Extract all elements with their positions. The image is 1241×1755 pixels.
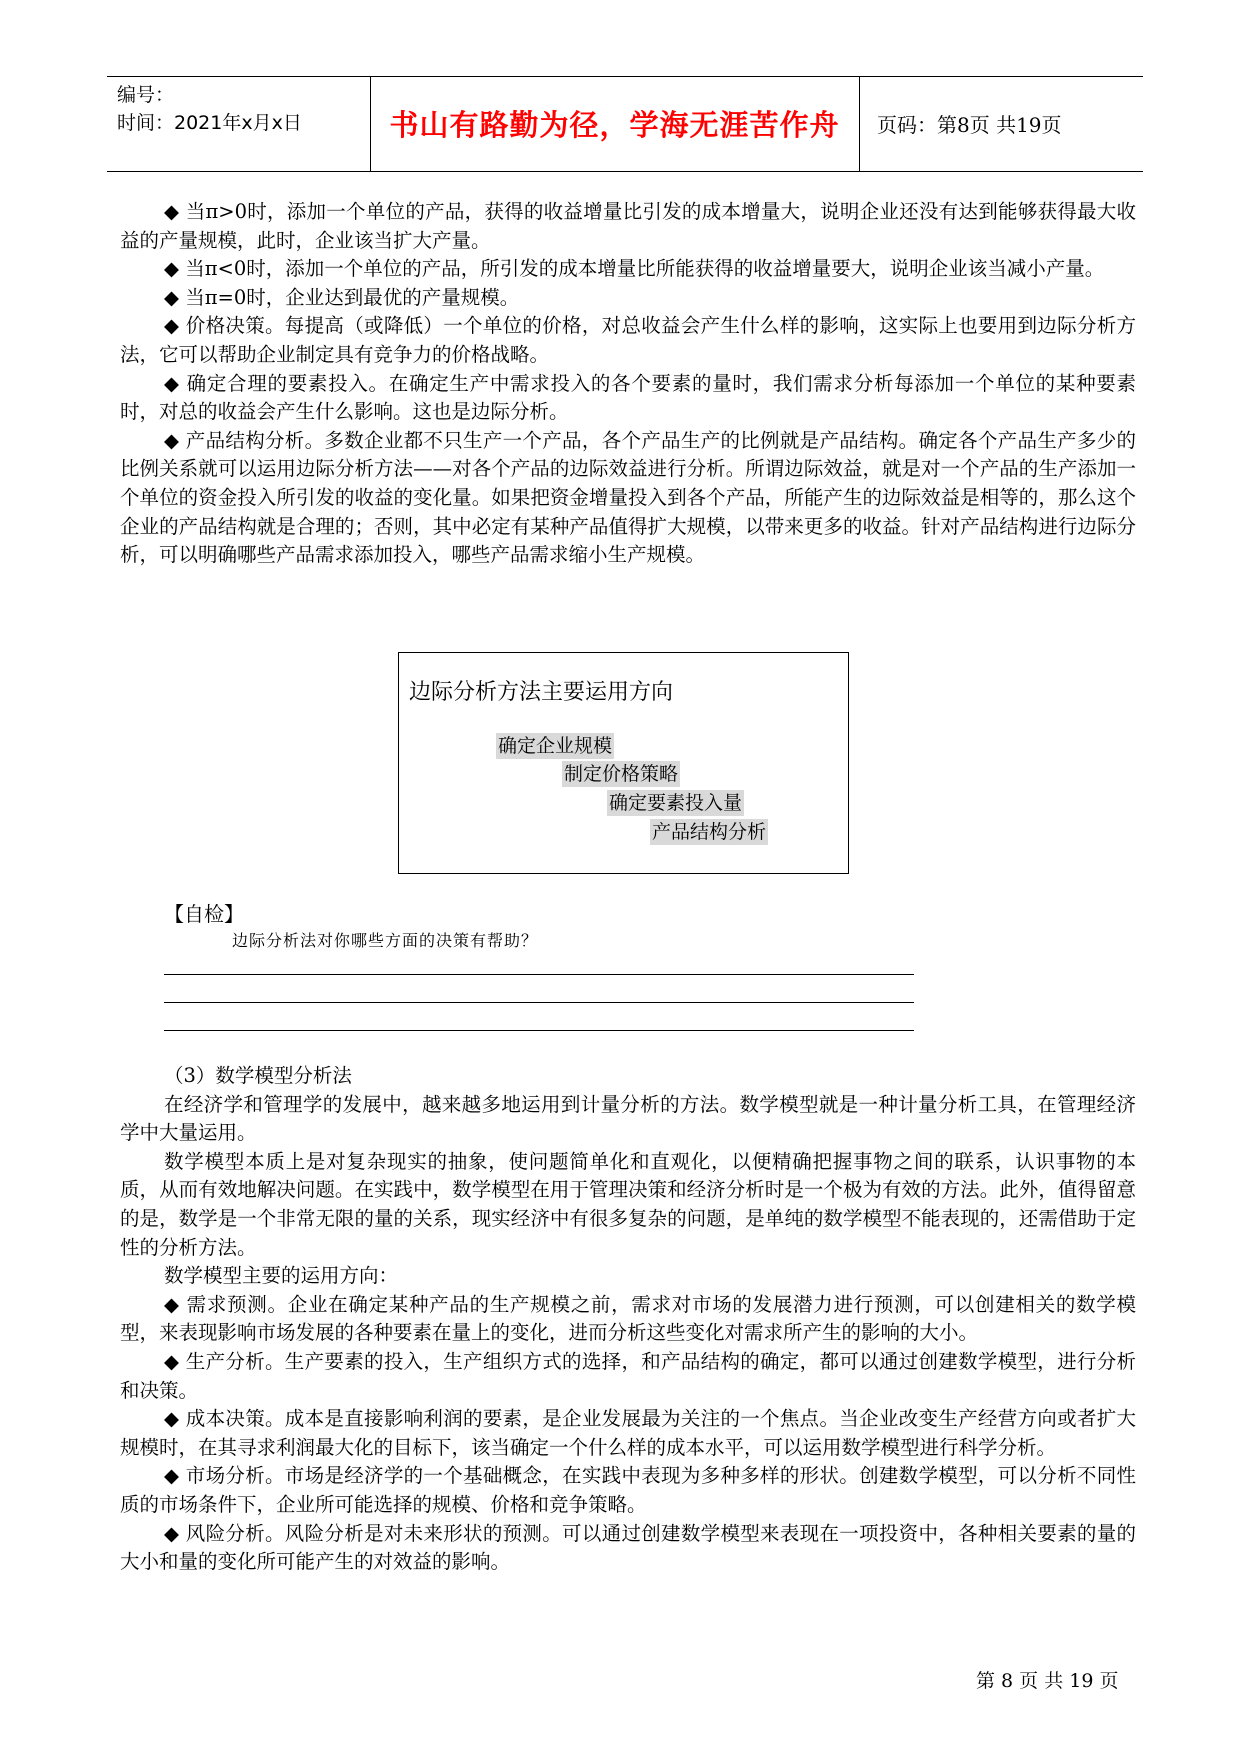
- answer-line: [164, 974, 914, 975]
- answer-line: [164, 1002, 914, 1003]
- diagram-title: 边际分析方法主要运用方向: [409, 680, 674, 705]
- page-header: [107, 76, 1143, 172]
- self-check-question: 边际分析法对你哪些方面的决策有帮助？: [232, 931, 539, 950]
- paragraph: ◆ 当π<0时，添加一个单位的产品，所引发的成本增量比所能获得的收益增量要大，说明企业该当减小产量。: [164, 257, 1105, 281]
- diagram-item: 制定价格策略: [564, 763, 679, 785]
- paragraph: ◆ 成本决策。成本是直接影响利润的要素，是企业发展最为关注的一个焦点。当企业改变生产经营方向或者扩大规模时，在其寻求利润最大化的目标下，该当确定一个什么样的成本水平，可以运用数学模型进行科学分析。: [120, 1407, 1136, 1459]
- paragraph: ◆ 市场分析。市场是经济学的一个基础概念，在实践中表现为多种多样的形状。创建数学模型，可以分析不同性质的市场条件下，企业所可能选择的规模、价格和竞争策略。: [120, 1464, 1136, 1516]
- paragraph: ◆ 价格决策。每提高（或降低）一个单位的价格，对总收益会产生什么样的影响，这实际上也要用到边际分析方法，它可以帮助企业制定具有竞争力的价格战略。: [120, 314, 1136, 366]
- header-page-info: 页码：第8页 共19页: [877, 113, 1062, 137]
- paragraph: ◆ 当π=0时，企业达到最优的产量规模。: [164, 285, 520, 309]
- body-section-2: [120, 1062, 1136, 1577]
- paragraph: 数学模型本质上是对复杂现实的抽象，使问题简单化和直观化，以便精确把握事物之间的联系，认识事物的本质，从而有效地解决问题。在实践中，数学模型在用于管理决策和经济分析时是一个极为有效的方法。此外，值得留意的是，数学是一个非常无限的量的关系，现实经济中有很多复杂的问题，是单纯的数学模型不能表现的，还需借助于定性的分析方法。: [120, 1149, 1136, 1259]
- paragraph: ◆ 需求预测。企业在确定某种产品的生产规模之前，需求对市场的发展潜力进行预测，可以创建相关的数学模型，来表现影响市场发展的各种要素在量上的变化，进而分析这些变化对需求所产生的影响的大小。: [120, 1292, 1136, 1345]
- diagram-item: 产品结构分析: [652, 821, 767, 843]
- section-heading: （3）数学模型分析法: [164, 1064, 352, 1087]
- marginal-analysis-diagram: [398, 652, 849, 874]
- paragraph: ◆ 确定合理的要素投入。在确定生产中需求投入的各个要素的量时，我们需求分析每添加一个单位的某种要素时，对总的收益会产生什么影响。这也是边际分析。: [120, 371, 1136, 424]
- answer-line: [164, 1030, 914, 1031]
- header-divider: [859, 77, 860, 171]
- number-label: 编号：: [117, 84, 175, 106]
- paragraph: ◆ 风险分析。风险分析是对未来形状的预测。可以通过创建数学模型来表现在一项投资中，各种相关要素的量的大小和量的变化所可能产生的对效益的影响。: [120, 1521, 1136, 1574]
- header-motto: 书山有路勤为径，学海无涯苦作舟: [389, 108, 840, 142]
- paragraph: ◆ 生产分析。生产要素的投入，生产组织方式的选择，和产品结构的确定，都可以通过创建数学模型，进行分析和决策。: [120, 1349, 1136, 1402]
- self-check-title: 【自检】: [164, 902, 244, 926]
- diagram-item: 确定企业规模: [498, 735, 613, 757]
- header-meta: [117, 81, 302, 137]
- paragraph: ◆ 当π>0时，添加一个单位的产品，获得的收益增量比引发的成本增量大，说明企业还没有达到能够获得最大收益的产量规模，此时，企业该当扩大产量。: [120, 200, 1136, 252]
- paragraph: ◆ 产品结构分析。多数企业都不只生产一个产品，各个产品生产的比例就是产品结构。确定各个产品生产多少的比例关系就可以运用边际分析方法——对各个产品的边际效益进行分析。所谓边际效益，就是对一个产品的生产添加一个单位的资金投入所引发的收益的变化量。如果把资金增量投入到各个产品，所能产生的边际效益是相等的，那么这个企业的产品结构就是合理的；否则，其中必定有某种产品值得扩大规模，以带来更多的收益。针对产品结构进行边际分析，可以明确哪些产品需求添加投入，哪些产品需求缩小生产规模。: [120, 428, 1136, 567]
- paragraph: 在经济学和管理学的发展中，越来越多地运用到计量分析的方法。数学模型就是一种计量分析工具，在管理经济学中大量运用。: [120, 1092, 1136, 1145]
- body-section-1: [120, 198, 1136, 570]
- paragraph: 数学模型主要的运用方向：: [164, 1264, 399, 1288]
- page-footer: 第 8 页 共 19 页: [976, 1670, 1119, 1692]
- diagram-item: 确定要素投入量: [609, 792, 743, 814]
- time-label: 时间：2021年x月x日: [117, 112, 302, 134]
